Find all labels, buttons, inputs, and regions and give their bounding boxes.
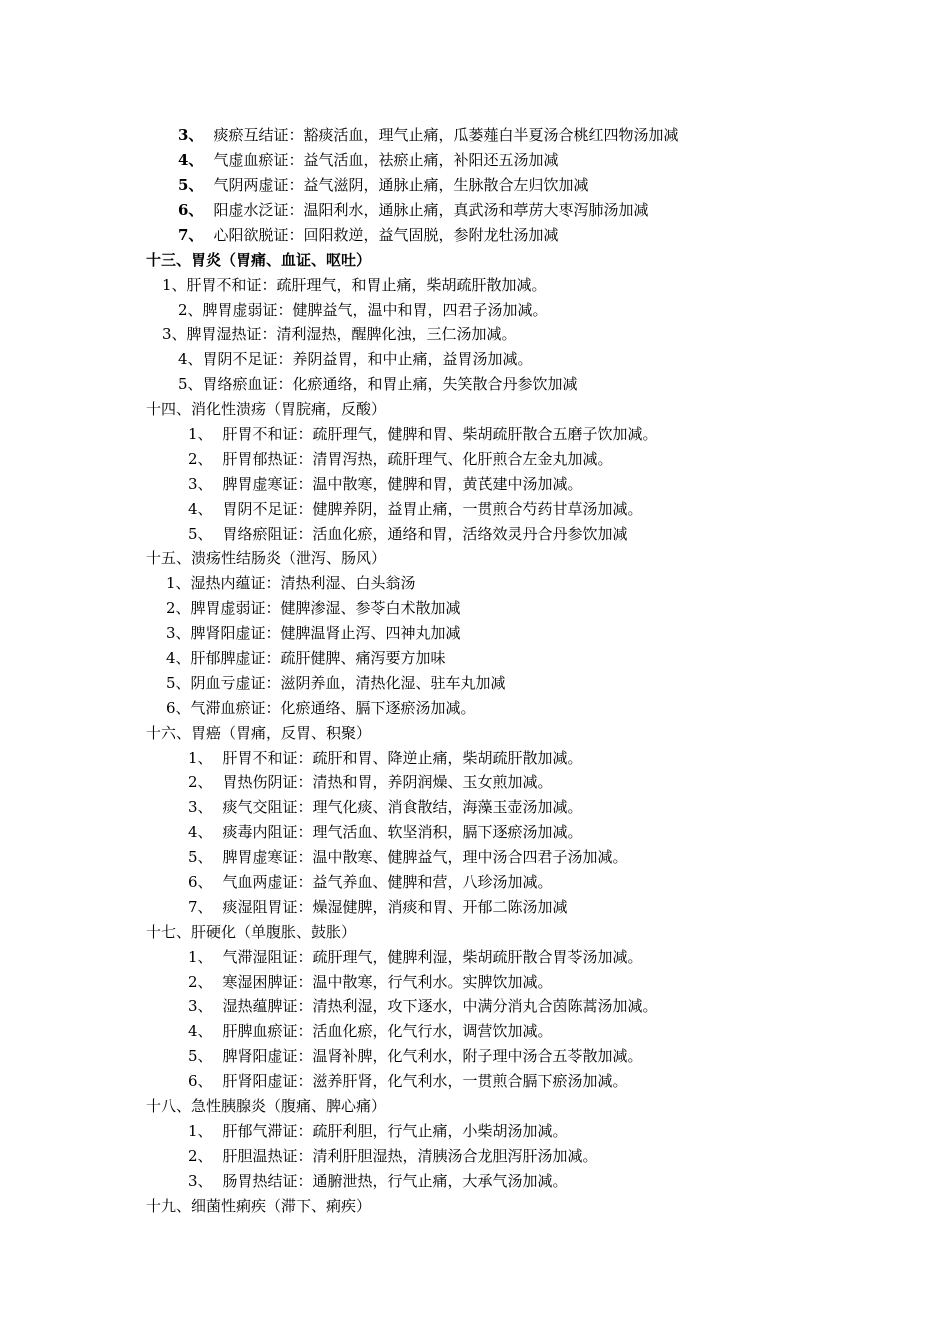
item-text: 寒湿困脾证：温中散寒，行气利水。实脾饮加减。 <box>222 973 553 991</box>
item-text: 脾胃虚寒证：温中散寒、健脾益气，理中汤合四君子汤加减。 <box>222 848 628 866</box>
item-number: 1、 <box>162 276 187 294</box>
item-text: 肝胆温热证：清利肝胆湿热，清胰汤合龙胆泻肝汤加减。 <box>222 1147 598 1165</box>
item-number: 1、 <box>188 948 213 966</box>
item-text: 气血两虚证：益气养血、健脾和营，八珍汤加减。 <box>222 873 553 891</box>
list-item <box>188 422 658 447</box>
item-number: 4、 <box>178 151 204 169</box>
list-item <box>178 347 533 372</box>
item-number: 3、 <box>188 475 213 493</box>
section-heading: 十六、胃癌（胃痛，反胃、积聚） <box>146 724 372 742</box>
item-text: 心阳欲脱证：回阳救逆，益气固脱，参附龙牡汤加减 <box>213 226 559 244</box>
item-number: 5、 <box>188 525 213 543</box>
item-number: 2、 <box>188 1147 213 1165</box>
item-number: 5、 <box>178 375 203 393</box>
item-number: 6、 <box>188 873 213 891</box>
list-item <box>178 298 548 323</box>
list-item <box>188 746 583 771</box>
item-text: 肝脾血瘀证：活血化瘀，化气行水，调营饮加减。 <box>222 1022 553 1040</box>
item-number: 5、 <box>166 674 191 692</box>
list-item <box>188 1044 643 1069</box>
list-item <box>188 994 658 1019</box>
item-number: 2、 <box>188 450 213 468</box>
item-text: 脾胃虚寒证：温中散寒，健脾和胃，黄芪建中汤加减。 <box>222 475 583 493</box>
item-number: 3、 <box>166 624 191 642</box>
list-item <box>166 621 461 646</box>
item-number: 3、 <box>178 126 204 144</box>
item-text: 脾胃湿热证：清利湿热，醒脾化浊，三仁汤加减。 <box>186 325 517 343</box>
item-text: 肝胃不和证：疏肝理气，和胃止痛，柴胡疏肝散加减。 <box>186 276 547 294</box>
item-number: 7、 <box>178 226 204 244</box>
list-item <box>178 372 578 397</box>
item-text: 痰毒内阻证：理气活血、软坚消积，膈下逐瘀汤加减。 <box>222 823 583 841</box>
item-text: 胃阴不足证：养阴益胃，和中止痛，益胃汤加减。 <box>202 350 533 368</box>
item-text: 脾胃虚弱证：健脾益气，温中和胃，四君子汤加减。 <box>202 301 548 319</box>
item-number: 4、 <box>166 649 191 667</box>
item-text: 脾胃虚弱证：健脾渗湿、参苓白术散加减 <box>190 599 461 617</box>
item-text: 气滞血瘀证：化瘀通络、膈下逐瘀汤加减。 <box>190 699 476 717</box>
item-text: 胃络瘀阻证：活血化瘀，通络和胃，活络效灵丹合丹参饮加减 <box>222 525 628 543</box>
list-item <box>162 322 517 347</box>
section-heading: 十三、胃炎（胃痛、血证、呕吐） <box>146 251 372 269</box>
list-item <box>166 671 506 696</box>
list-item <box>188 820 583 845</box>
item-text: 湿热内蕴证：清热利湿、白头翁汤 <box>190 574 416 592</box>
list-item <box>188 845 628 870</box>
list-item <box>166 646 446 671</box>
item-number: 1、 <box>188 1122 213 1140</box>
list-item <box>166 696 476 721</box>
item-number: 7、 <box>188 898 213 916</box>
list-item <box>188 522 628 547</box>
item-number: 5、 <box>188 1047 213 1065</box>
item-number: 5、 <box>178 176 204 194</box>
item-number: 4、 <box>178 350 203 368</box>
item-number: 2、 <box>178 301 203 319</box>
list-item <box>188 1069 628 1094</box>
list-item <box>166 571 416 596</box>
item-number: 6、 <box>178 201 204 219</box>
list-item <box>188 770 553 795</box>
list-item <box>178 123 678 148</box>
list-item <box>188 870 553 895</box>
list-item <box>162 273 547 298</box>
item-text: 肝郁气滞证：疏肝利胆，行气止痛，小柴胡汤加减。 <box>222 1122 568 1140</box>
section-heading: 十七、肝硬化（单腹胀、鼓胀） <box>146 923 357 941</box>
list-item <box>178 148 558 173</box>
list-item <box>188 795 583 820</box>
section-heading: 十四、消化性溃疡（胃脘痛，反酸） <box>146 400 387 418</box>
item-number: 1、 <box>166 574 191 592</box>
item-text: 气虚血瘀证：益气活血，祛瘀止痛，补阳还五汤加减 <box>213 151 559 169</box>
item-text: 阴血亏虚证：滋阴养血，清热化湿、驻车丸加减 <box>190 674 506 692</box>
section-heading: 十八、急性胰腺炎（腹痛、脾心痛） <box>146 1097 387 1115</box>
item-text: 肝肾阳虚证：滋养肝肾，化气利水，一贯煎合膈下瘀汤加减。 <box>222 1072 628 1090</box>
list-item <box>178 173 588 198</box>
item-text: 肝郁脾虚证：疏肝健脾、痛泻要方加味 <box>190 649 446 667</box>
item-text: 气阴两虚证：益气滋阴，通脉止痛，生脉散合左归饮加减 <box>213 176 589 194</box>
item-number: 2、 <box>188 973 213 991</box>
list-item <box>188 497 643 522</box>
list-item <box>188 447 613 472</box>
item-text: 脾肾阳虚证：健脾温肾止泻、四神丸加减 <box>190 624 461 642</box>
item-text: 痰气交阻证：理气化痰、消食散结，海藻玉壶汤加减。 <box>222 798 583 816</box>
item-text: 胃络瘀血证：化瘀通络，和胃止痛，失笑散合丹参饮加减 <box>202 375 578 393</box>
list-item <box>188 1019 553 1044</box>
item-number: 2、 <box>188 773 213 791</box>
item-text: 肝胃郁热证：清胃泻热，疏肝理气、化肝煎合左金丸加减。 <box>222 450 613 468</box>
item-text: 胃热伤阴证：清热和胃，养阴润燥、玉女煎加减。 <box>222 773 553 791</box>
list-item <box>188 945 643 970</box>
item-text: 气滞湿阻证：疏肝理气，健脾利湿，柴胡疏肝散合胃苓汤加减。 <box>222 948 643 966</box>
list-item <box>188 1144 598 1169</box>
item-text: 肝胃不和证：疏肝理气，健脾和胃、柴胡疏肝散合五磨子饮加减。 <box>222 425 658 443</box>
item-text: 湿热蕴脾证：清热利湿，攻下逐水，中满分消丸合茵陈蒿汤加减。 <box>222 997 658 1015</box>
item-number: 1、 <box>188 425 213 443</box>
item-text: 痰瘀互结证：豁痰活血，理气止痛，瓜蒌薤白半夏汤合桃红四物汤加减 <box>213 126 679 144</box>
item-text: 肠胃热结证：通腑泄热，行气止痛，大承气汤加减。 <box>222 1172 568 1190</box>
item-number: 4、 <box>188 500 213 518</box>
item-number: 1、 <box>188 749 213 767</box>
item-number: 2、 <box>166 599 191 617</box>
item-text: 肝胃不和证：疏肝和胃、降逆止痛，柴胡疏肝散加减。 <box>222 749 583 767</box>
item-number: 3、 <box>188 1172 213 1190</box>
item-text: 胃阴不足证：健脾养阴，益胃止痛，一贯煎合芍药甘草汤加减。 <box>222 500 643 518</box>
item-number: 3、 <box>188 997 213 1015</box>
item-number: 6、 <box>188 1072 213 1090</box>
item-number: 3、 <box>162 325 187 343</box>
list-item <box>188 1119 568 1144</box>
list-item <box>188 1169 568 1194</box>
item-number: 5、 <box>188 848 213 866</box>
item-number: 4、 <box>188 1022 213 1040</box>
section-heading: 十九、细菌性痢疾（滞下、痢疾） <box>146 1197 372 1215</box>
item-number: 6、 <box>166 699 191 717</box>
list-item <box>166 596 461 621</box>
list-item <box>178 223 558 248</box>
list-item <box>188 895 568 920</box>
item-number: 3、 <box>188 798 213 816</box>
list-item <box>188 970 553 995</box>
list-item <box>188 472 583 497</box>
item-number: 4、 <box>188 823 213 841</box>
item-text: 阳虚水泛证：温阳利水，通脉止痛，真武汤和葶苈大枣泻肺汤加减 <box>213 201 649 219</box>
section-heading: 十五、溃疡性结肠炎（泄泻、肠风） <box>146 549 387 567</box>
item-text: 脾肾阳虚证：温肾补脾，化气利水，附子理中汤合五苓散加减。 <box>222 1047 643 1065</box>
item-text: 痰湿阻胃证：燥湿健脾，消痰和胃、开郁二陈汤加减 <box>222 898 568 916</box>
list-item <box>178 198 648 223</box>
